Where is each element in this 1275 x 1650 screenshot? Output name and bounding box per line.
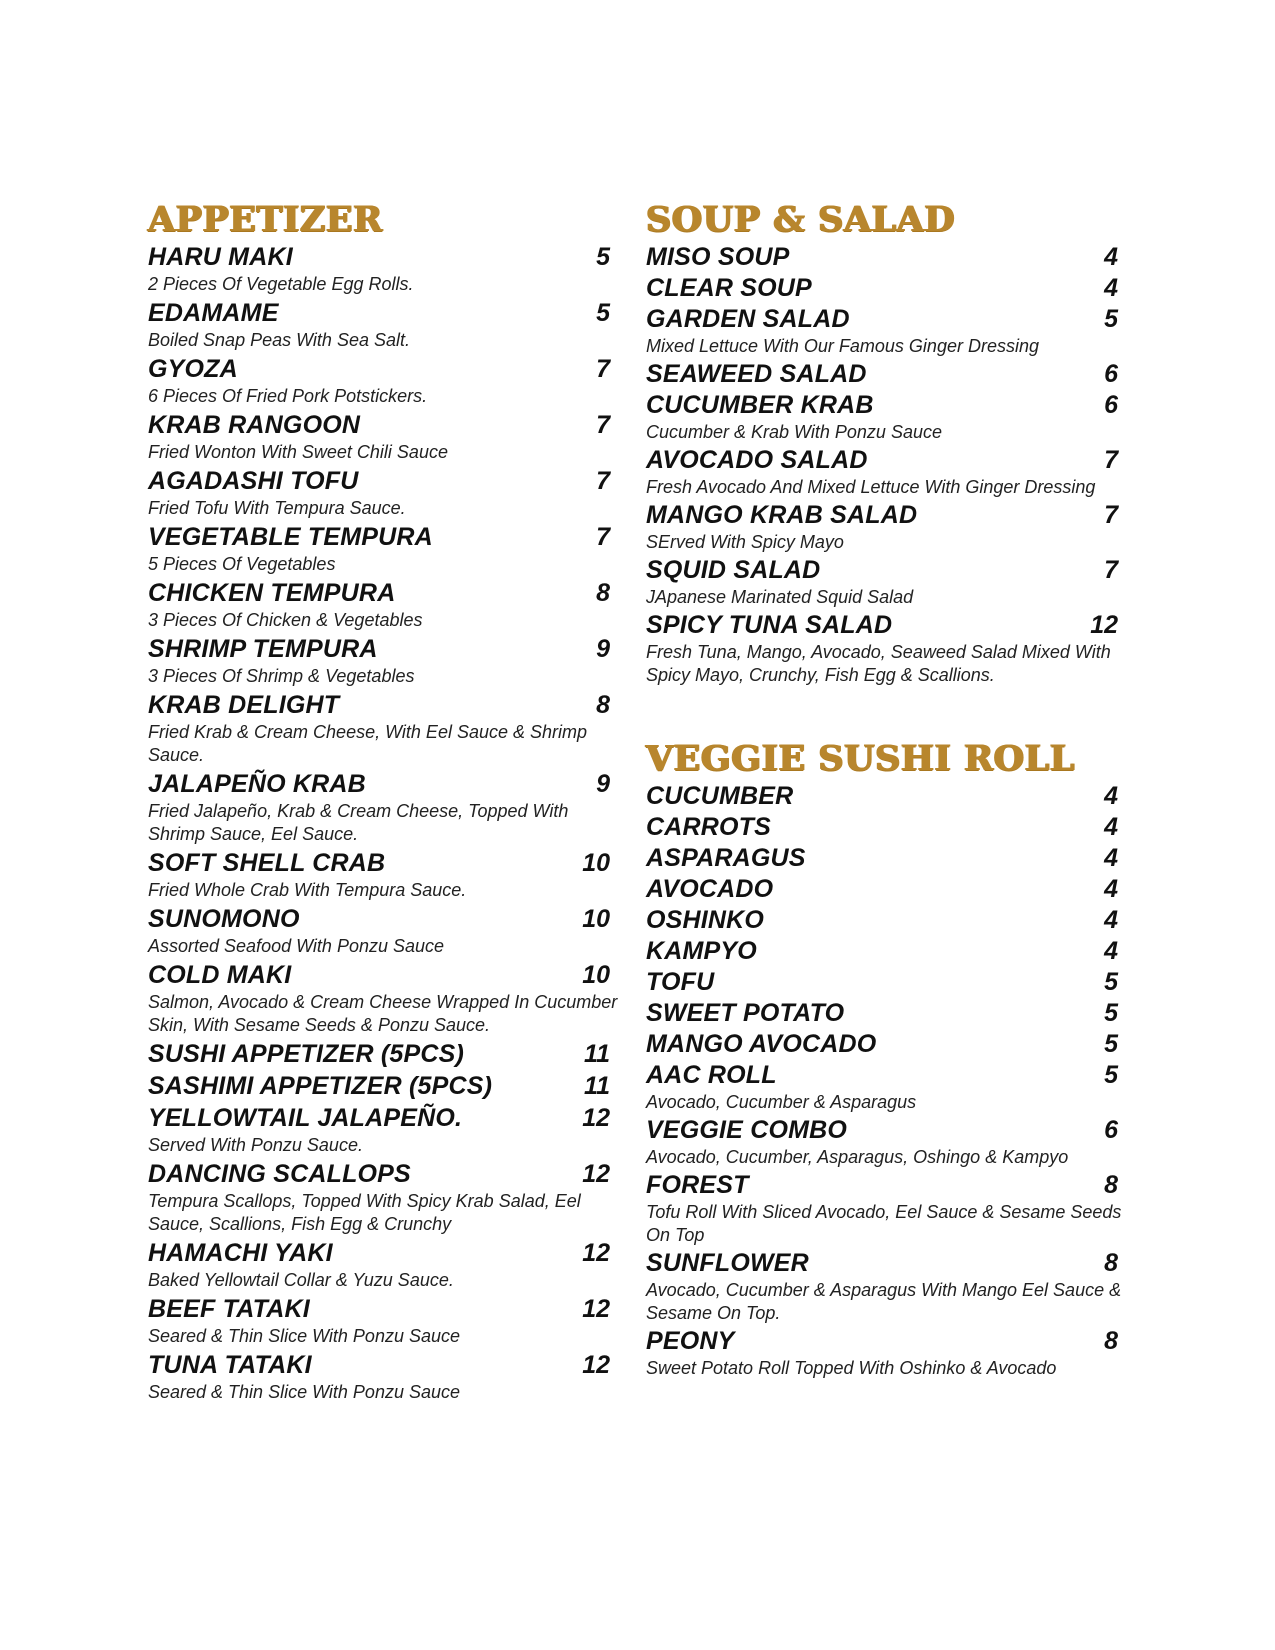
menu-item-name: SHRIMP TEMPURA xyxy=(148,635,378,663)
menu-item-row xyxy=(646,843,1126,873)
menu-item-row xyxy=(148,769,618,799)
menu-item xyxy=(646,1029,1126,1059)
veggie-roll-title: VEGGIE SUSHI ROLL xyxy=(646,738,1075,779)
menu-item-name: VEGGIE COMBO xyxy=(646,1116,848,1144)
menu-item-row xyxy=(646,812,1126,842)
menu-item-row xyxy=(646,1170,1126,1200)
menu-item-price: 4 xyxy=(1104,274,1118,302)
menu-item xyxy=(646,905,1126,935)
menu-item-description: Fried Krab & Cream Cheese, With Eel Sauce & Shrimp Sauce. xyxy=(148,722,588,765)
menu-item-name: SEAWEED SALAD xyxy=(646,360,867,388)
menu-item-price: 12 xyxy=(582,1104,610,1132)
menu-item-name: BEEF TATAKI xyxy=(148,1295,310,1323)
menu-item-price: 11 xyxy=(584,1072,610,1100)
menu-item-row xyxy=(148,960,618,990)
menu-item-name: AVOCADO SALAD xyxy=(646,446,868,474)
menu-item-row xyxy=(646,242,1126,272)
menu-item-description: Fresh Tuna, Mango, Avocado, Seaweed Salad Mixed With Spicy Mayo, Crunchy, Fish Egg & Scallions. xyxy=(646,642,1111,685)
menu-item-description: Fried Wonton With Sweet Chili Sauce xyxy=(148,442,448,462)
menu-item-row xyxy=(148,848,618,878)
menu-item-row xyxy=(148,1071,618,1101)
menu-item xyxy=(148,466,618,520)
menu-item-name: AAC ROLL xyxy=(646,1061,777,1089)
menu-item-name: SUNFLOWER xyxy=(646,1249,809,1277)
menu-item xyxy=(148,410,618,464)
menu-item-description: Avocado, Cucumber & Asparagus With Mango Eel Sauce & Sesame On Top. xyxy=(646,1280,1122,1323)
menu-item-row xyxy=(646,781,1126,811)
menu-item xyxy=(646,242,1126,272)
menu-item-row xyxy=(148,298,618,328)
menu-item-description: SErved With Spicy Mayo xyxy=(646,532,844,552)
veggie-roll-section xyxy=(646,739,1126,1380)
menu-item-description: 5 Pieces Of Vegetables xyxy=(148,554,336,574)
menu-item-row xyxy=(148,904,618,934)
menu-item xyxy=(646,781,1126,811)
menu-item xyxy=(148,298,618,352)
soup-salad-title: SOUP & SALAD xyxy=(646,199,956,240)
menu-item-name: CLEAR SOUP xyxy=(646,274,812,302)
menu-item-price: 8 xyxy=(596,691,610,719)
menu-item-row xyxy=(148,1294,618,1324)
menu-item xyxy=(646,1248,1126,1325)
menu-item-name: CUCUMBER KRAB xyxy=(646,391,874,419)
menu-item-row xyxy=(148,578,618,608)
menu-item-description: 3 Pieces Of Chicken & Vegetables xyxy=(148,610,423,630)
menu-item-name: CUCUMBER xyxy=(646,782,794,810)
menu-item xyxy=(646,390,1126,444)
menu-item-price: 5 xyxy=(596,243,610,271)
menu-item-name: EDAMAME xyxy=(148,299,279,327)
menu-item-name: HAMACHI YAKI xyxy=(148,1239,333,1267)
menu-item-description: Sweet Potato Roll Topped With Oshinko & Avocado xyxy=(646,1358,1057,1378)
menu-item-name: AVOCADO xyxy=(646,875,774,903)
menu-item-price: 9 xyxy=(596,770,610,798)
menu-item xyxy=(148,354,618,408)
menu-item-price: 10 xyxy=(582,961,610,989)
menu-item-price: 8 xyxy=(596,579,610,607)
menu-item xyxy=(148,1238,618,1292)
menu-item-row xyxy=(148,1238,618,1268)
menu-item xyxy=(646,445,1126,499)
menu-item-description: Fried Jalapeño, Krab & Cream Cheese, Topped With Shrimp Sauce, Eel Sauce. xyxy=(148,801,569,844)
menu-item xyxy=(646,1115,1126,1169)
menu-item xyxy=(646,273,1126,303)
menu-item-price: 12 xyxy=(582,1295,610,1323)
menu-item-price: 4 xyxy=(1104,243,1118,271)
menu-item xyxy=(148,904,618,958)
menu-item-row xyxy=(646,304,1126,334)
menu-item-price: 4 xyxy=(1104,844,1118,872)
menu-item-row xyxy=(646,874,1126,904)
menu-item-row xyxy=(148,690,618,720)
menu-item-name: TUNA TATAKI xyxy=(148,1351,312,1379)
menu-item xyxy=(646,359,1126,389)
menu-item-description: Mixed Lettuce With Our Famous Ginger Dressing xyxy=(646,336,1039,356)
menu-item-price: 5 xyxy=(1104,305,1118,333)
menu-item-description: Assorted Seafood With Ponzu Sauce xyxy=(148,936,445,956)
menu-item-name: AGADASHI TOFU xyxy=(148,467,359,495)
menu-item-price: 8 xyxy=(1104,1327,1118,1355)
menu-item-row xyxy=(646,1029,1126,1059)
menu-item-name: FOREST xyxy=(646,1171,749,1199)
menu-item xyxy=(148,1071,618,1101)
menu-item-description: Seared & Thin Slice With Ponzu Sauce xyxy=(148,1382,461,1402)
menu-item-price: 12 xyxy=(582,1351,610,1379)
menu-item xyxy=(646,610,1126,687)
menu-item-description: Fried Whole Crab With Tempura Sauce. xyxy=(148,880,467,900)
menu-item-name: GARDEN SALAD xyxy=(646,305,850,333)
menu-item xyxy=(148,690,618,767)
menu-item-price: 4 xyxy=(1104,813,1118,841)
menu-item-price: 7 xyxy=(596,523,610,551)
menu-item-price: 7 xyxy=(1104,501,1118,529)
menu-item-price: 7 xyxy=(1104,556,1118,584)
menu-item-row xyxy=(148,1159,618,1189)
menu-item-name: KRAB DELIGHT xyxy=(148,691,340,719)
menu-item-description: Seared & Thin Slice With Ponzu Sauce xyxy=(148,1326,461,1346)
menu-item-name: TOFU xyxy=(646,968,715,996)
menu-item-description: JApanese Marinated Squid Salad xyxy=(646,587,914,607)
menu-item-row xyxy=(646,610,1126,640)
menu-item-row xyxy=(148,466,618,496)
menu-item xyxy=(646,1060,1126,1114)
menu-item-row xyxy=(646,500,1126,530)
menu-item-row xyxy=(646,998,1126,1028)
menu-item-price: 7 xyxy=(1104,446,1118,474)
menu-item-name: CARROTS xyxy=(646,813,772,841)
menu-item-price: 10 xyxy=(582,905,610,933)
menu-item-name: GYOZA xyxy=(148,355,238,383)
appetizer-list xyxy=(148,242,618,1404)
menu-item-description: 2 Pieces Of Vegetable Egg Rolls. xyxy=(148,274,414,294)
menu-item-row xyxy=(148,522,618,552)
menu-item-row xyxy=(646,936,1126,966)
menu-item-price: 5 xyxy=(1104,1061,1118,1089)
menu-item-description: Tofu Roll With Sliced Avocado, Eel Sauce & Sesame Seeds On Top xyxy=(646,1202,1122,1245)
soup-salad-section xyxy=(646,200,1126,687)
menu-item-description: Cucumber & Krab With Ponzu Sauce xyxy=(646,422,942,442)
menu-item-description: Fresh Avocado And Mixed Lettuce With Ginger Dressing xyxy=(646,477,1096,497)
menu-item-row xyxy=(148,634,618,664)
menu-item-name: SUSHI APPETIZER (5PCS) xyxy=(148,1040,465,1068)
menu-item-price: 6 xyxy=(1104,1116,1118,1144)
menu-item-price: 5 xyxy=(1104,968,1118,996)
menu-item xyxy=(646,1326,1126,1380)
menu-item xyxy=(148,769,618,846)
menu-item xyxy=(148,578,618,632)
menu-item-name: SWEET POTATO xyxy=(646,999,845,1027)
menu-item-name: KAMPYO xyxy=(646,937,757,965)
menu-item-name: MANGO AVOCADO xyxy=(646,1030,877,1058)
menu-item xyxy=(646,936,1126,966)
menu-item-price: 4 xyxy=(1104,937,1118,965)
menu-item xyxy=(148,1103,618,1157)
menu-item-description: 6 Pieces Of Fried Pork Potstickers. xyxy=(148,386,428,406)
menu-item-name: YELLOWTAIL JALAPEÑO. xyxy=(148,1104,463,1132)
menu-item xyxy=(148,1159,618,1236)
menu-item-price: 11 xyxy=(584,1040,610,1068)
menu-item-price: 5 xyxy=(1104,1030,1118,1058)
menu-item-description: Fried Tofu With Tempura Sauce. xyxy=(148,498,406,518)
menu-item-price: 6 xyxy=(1104,360,1118,388)
menu-item-name: KRAB RANGOON xyxy=(148,411,361,439)
menu-item-price: 6 xyxy=(1104,391,1118,419)
menu-item-name: HARU MAKI xyxy=(148,243,293,271)
menu-item xyxy=(646,967,1126,997)
appetizer-column xyxy=(148,200,618,1456)
menu-item xyxy=(148,522,618,576)
menu-item-row xyxy=(646,555,1126,585)
menu-item-row xyxy=(148,1103,618,1133)
menu-item-name: SQUID SALAD xyxy=(646,556,821,584)
menu-item-price: 12 xyxy=(582,1239,610,1267)
menu-item-price: 7 xyxy=(596,355,610,383)
menu-item-name: ASPARAGUS xyxy=(646,844,806,872)
menu-item xyxy=(646,304,1126,358)
menu-item xyxy=(148,242,618,296)
menu-item-name: MISO SOUP xyxy=(646,243,790,271)
menu-item-description: Avocado, Cucumber & Asparagus xyxy=(646,1092,917,1112)
menu-item-price: 9 xyxy=(596,635,610,663)
menu-item-row xyxy=(646,1060,1126,1090)
menu-item xyxy=(646,500,1126,554)
menu-item-name: SUNOMONO xyxy=(148,905,300,933)
menu-item-row xyxy=(646,967,1126,997)
menu-item-price: 7 xyxy=(596,467,610,495)
menu-item-row xyxy=(646,1115,1126,1145)
menu-item-row xyxy=(646,445,1126,475)
right-column xyxy=(646,200,1126,1432)
menu-item-price: 4 xyxy=(1104,782,1118,810)
menu-item-price: 5 xyxy=(1104,999,1118,1027)
menu-item-description: Avocado, Cucumber, Asparagus, Oshingo & Kampyo xyxy=(646,1147,1069,1167)
menu-item-row xyxy=(646,273,1126,303)
appetizer-section xyxy=(148,200,618,1404)
menu-item-price: 10 xyxy=(582,849,610,877)
menu-item-name: COLD MAKI xyxy=(148,961,292,989)
menu-item xyxy=(646,874,1126,904)
menu-item xyxy=(148,1350,618,1404)
menu-item xyxy=(646,555,1126,609)
menu-item-name: CHICKEN TEMPURA xyxy=(148,579,396,607)
menu-item-description: Boiled Snap Peas With Sea Salt. xyxy=(148,330,410,350)
menu-item-name: DANCING SCALLOPS xyxy=(148,1160,411,1188)
menu-item-row xyxy=(148,242,618,272)
menu-item-row xyxy=(646,905,1126,935)
menu-item-price: 5 xyxy=(596,299,610,327)
menu-item-name: PEONY xyxy=(646,1327,735,1355)
menu-item-name: SASHIMI APPETIZER (5PCS) xyxy=(148,1072,493,1100)
menu-item-name: OSHINKO xyxy=(646,906,765,934)
menu-item-name: SPICY TUNA SALAD xyxy=(646,611,893,639)
menu-item-description: Salmon, Avocado & Cream Cheese Wrapped In Cucumber Skin, With Sesame Seeds & Ponzu Sauce. xyxy=(148,992,618,1035)
menu-item-price: 4 xyxy=(1104,906,1118,934)
menu-item-price: 7 xyxy=(596,411,610,439)
menu-item xyxy=(646,998,1126,1028)
menu-item-description: Tempura Scallops, Topped With Spicy Krab Salad, Eel Sauce, Scallions, Fish Egg & Crunchy xyxy=(148,1191,581,1234)
menu-item xyxy=(148,960,618,1037)
menu-item-row xyxy=(646,1326,1126,1356)
menu-item-name: VEGETABLE TEMPURA xyxy=(148,523,433,551)
menu-item-name: SOFT SHELL CRAB xyxy=(148,849,386,877)
appetizer-title: APPETIZER xyxy=(148,199,383,240)
menu-item-description: Baked Yellowtail Collar & Yuzu Sauce. xyxy=(148,1270,454,1290)
menu-item xyxy=(148,848,618,902)
menu-item-price: 12 xyxy=(582,1160,610,1188)
menu-item-row xyxy=(646,390,1126,420)
menu-item-price: 8 xyxy=(1104,1171,1118,1199)
menu-item-row xyxy=(148,354,618,384)
menu-item-name: JALAPEÑO KRAB xyxy=(148,770,366,798)
menu-item-price: 4 xyxy=(1104,875,1118,903)
menu-item-description: Served With Ponzu Sauce. xyxy=(148,1135,363,1155)
veggie-roll-list xyxy=(646,781,1126,1380)
menu-item-row xyxy=(646,1248,1126,1278)
menu-item-description: 3 Pieces Of Shrimp & Vegetables xyxy=(148,666,415,686)
menu-item xyxy=(148,1039,618,1069)
menu-item-row xyxy=(646,359,1126,389)
menu-item xyxy=(646,843,1126,873)
menu-item-row xyxy=(148,1350,618,1380)
menu-item-price: 8 xyxy=(1104,1249,1118,1277)
menu-item-name: MANGO KRAB SALAD xyxy=(646,501,918,529)
menu-item xyxy=(148,1294,618,1348)
menu-item xyxy=(148,634,618,688)
menu-item-row xyxy=(148,410,618,440)
menu-item-price: 12 xyxy=(1090,611,1118,639)
menu-item-row xyxy=(148,1039,618,1069)
menu-item xyxy=(646,1170,1126,1247)
soup-salad-list xyxy=(646,242,1126,687)
menu-item xyxy=(646,812,1126,842)
